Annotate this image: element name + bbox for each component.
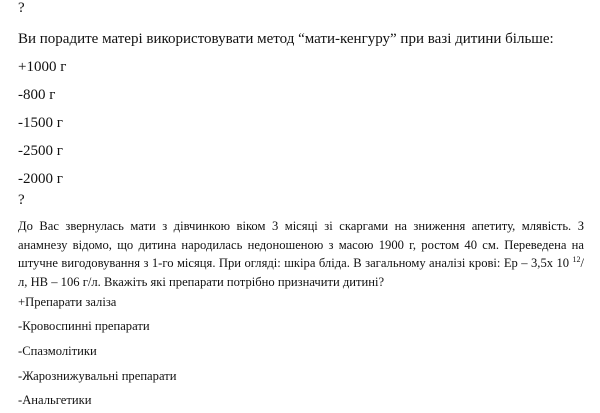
answer-option: -Кровоспинні препарати [18, 319, 150, 333]
question-2-text [18, 217, 584, 291]
question-2-marker: ? [18, 192, 25, 208]
answer-option: +1000 г [18, 59, 67, 75]
question-1-marker: ? [18, 0, 25, 16]
answer-option: -Жарознижувальні препарати [18, 369, 177, 383]
answer-option: -2000 г [18, 171, 63, 187]
question-1-text: Ви порадите матері використовувати метод “мати-кенгуру” при вазі дитини більше: [18, 31, 554, 47]
answer-option: -2500 г [18, 143, 63, 159]
answer-option: -800 г [18, 87, 56, 103]
answer-option: +Препарати заліза [18, 295, 117, 309]
exponent: 12 [572, 254, 581, 264]
answer-option: -1500 г [18, 115, 63, 131]
question-2-text-part: /л, НВ – 106 г/л. Вкажіть які препарати потрібно призначити дитині? [18, 256, 584, 289]
answer-option: -Анальгетики [18, 393, 92, 407]
answer-option: -Спазмолітики [18, 344, 97, 358]
question-2-text-part: До Вас звернулась мати з дівчинкою віком 3 місяці зі скаргами на зниження апетиту, млявість. З анамнезу відомо, що дитина народилась недоношеною з масою 1900 г, ростом 40 см. Переведена на штучне вигодовування з 1-го місяця. При огляді: шкіра бліда. В загальному аналізі крові: Ер – 3,5х 10 [18, 219, 584, 270]
